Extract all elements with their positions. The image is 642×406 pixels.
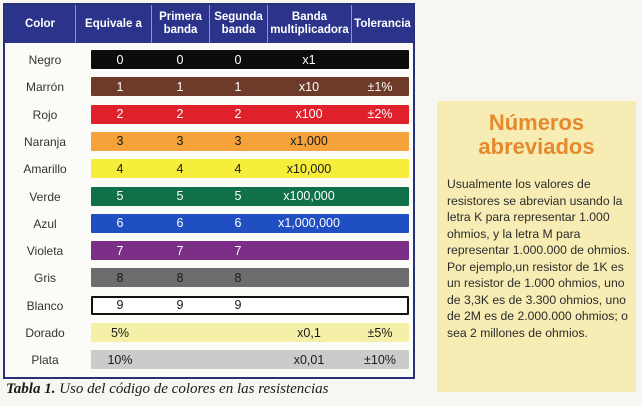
table-row [5,296,413,316]
table-row [5,214,413,234]
cell-multiplier: x1,000,000 [278,216,340,231]
cell-multiplier: x100 [295,107,323,122]
table-row [5,50,413,70]
cell-multiplier [267,268,351,287]
color-code-table [3,3,415,379]
cell-second [209,350,267,369]
cell-first: 1 [176,79,184,94]
cell-second: 8 [234,270,242,285]
color-name: Rojo [32,107,58,122]
table-header [5,5,413,43]
sidebar-title: Números abreviados [478,110,595,159]
color-name: Naranja [23,134,67,149]
color-name: Dorado [25,326,65,340]
table-row [5,105,413,125]
color-name: Violeta [26,244,64,259]
cell-tolerance: ±1% [367,79,393,94]
cell-second: 1 [234,79,242,94]
abbreviations-sidebar [437,101,636,392]
cell-second: 2 [234,107,242,122]
cell-multiplier [267,241,351,260]
header-cell: Color [24,17,56,30]
color-name: Amarillo [23,162,67,177]
cell-first: 9 [176,298,184,313]
cell-tolerance: ±2% [367,107,393,122]
cell-tolerance [351,241,409,260]
cell-value: 0 [116,52,124,67]
header-cell: Banda multiplicadora [267,5,351,43]
cell-value: 5% [110,325,130,340]
cell-first: 2 [176,107,184,122]
cell-second: 5 [234,189,242,203]
cell-second: 6 [234,216,242,231]
color-name: Verde [29,189,61,204]
table-row [5,159,413,179]
cell-first: 3 [176,134,184,149]
cell-first: 0 [176,52,184,67]
cell-tolerance [351,268,409,287]
cell-value: 1 [116,79,124,94]
cell-first [151,350,209,369]
cell-tolerance [351,214,409,233]
cell-value: 8 [116,270,124,285]
cell-value: 5 [116,189,124,203]
cell-value: 10% [107,352,133,367]
cell-value: 2 [116,107,124,122]
cell-multiplier: x0,1 [297,325,321,340]
table-row [5,350,413,370]
cell-second: 7 [234,243,242,258]
cell-second: 4 [234,161,242,176]
cell-first: 7 [176,243,184,258]
header-cell: Segunda banda [209,5,267,43]
table-row [5,323,413,343]
cell-tolerance [351,50,409,69]
cell-tolerance [351,132,409,151]
color-name: Negro [28,53,62,67]
table-row [5,268,413,288]
cell-multiplier: x10 [298,79,320,94]
header-cell: Tolerancia [351,5,413,43]
cell-second: 3 [234,134,242,149]
cell-multiplier: x1 [302,52,316,67]
table-row [5,77,413,97]
cell-value: 6 [116,216,124,231]
cell-multiplier: x1,000 [290,134,328,149]
cell-first: 6 [176,216,184,231]
cell-tolerance [351,187,409,206]
cell-tolerance: ±10% [364,352,396,367]
cell-first: 8 [176,270,184,285]
cell-value: 4 [116,161,124,176]
cell-tolerance [351,159,409,178]
color-name: Marrón [25,80,64,95]
sidebar-body: Usualmente los valores de resistores se abrevian usando la letra K para representar 1.000 ohmios, y la letra M para representar 1.000.000 de ohmios. Por ejemplo,un resistor de 1K es un resistor de 1.000 ohmios, uno de 3,3K es de 3.300 ohmios, uno de 2M es de 2.000.000 ohmios; o sea 2 millones de ohmios. [447,177,630,340]
cell-first: 5 [176,189,184,203]
cell-tolerance: ±5% [367,325,393,340]
caption-text: Uso del código de colores en las resistencias [55,381,329,397]
cell-first: 4 [176,161,184,176]
header-cell: Primera banda [151,5,209,43]
cell-multiplier [267,296,351,315]
cell-first [151,323,209,342]
cell-multiplier: x100,000 [283,189,335,203]
cell-value: 3 [116,134,124,149]
header-cell: Equivale a [75,5,151,43]
table-row [5,187,413,207]
color-name: Blanco [26,298,64,313]
caption-label: Tabla 1. [6,381,56,397]
cell-tolerance [351,296,409,315]
table-row [5,241,413,261]
cell-second: 0 [234,52,242,67]
color-name: Plata [31,353,59,368]
table-row [5,132,413,152]
cell-value: 9 [116,298,124,313]
cell-second [209,323,267,342]
color-name: Gris [34,271,56,286]
color-name: Azul [33,216,57,231]
cell-second: 9 [234,298,242,313]
table-caption [6,381,426,398]
cell-multiplier: x10,000 [286,161,332,176]
cell-value: 7 [116,243,124,258]
cell-multiplier: x0,01 [293,352,325,367]
